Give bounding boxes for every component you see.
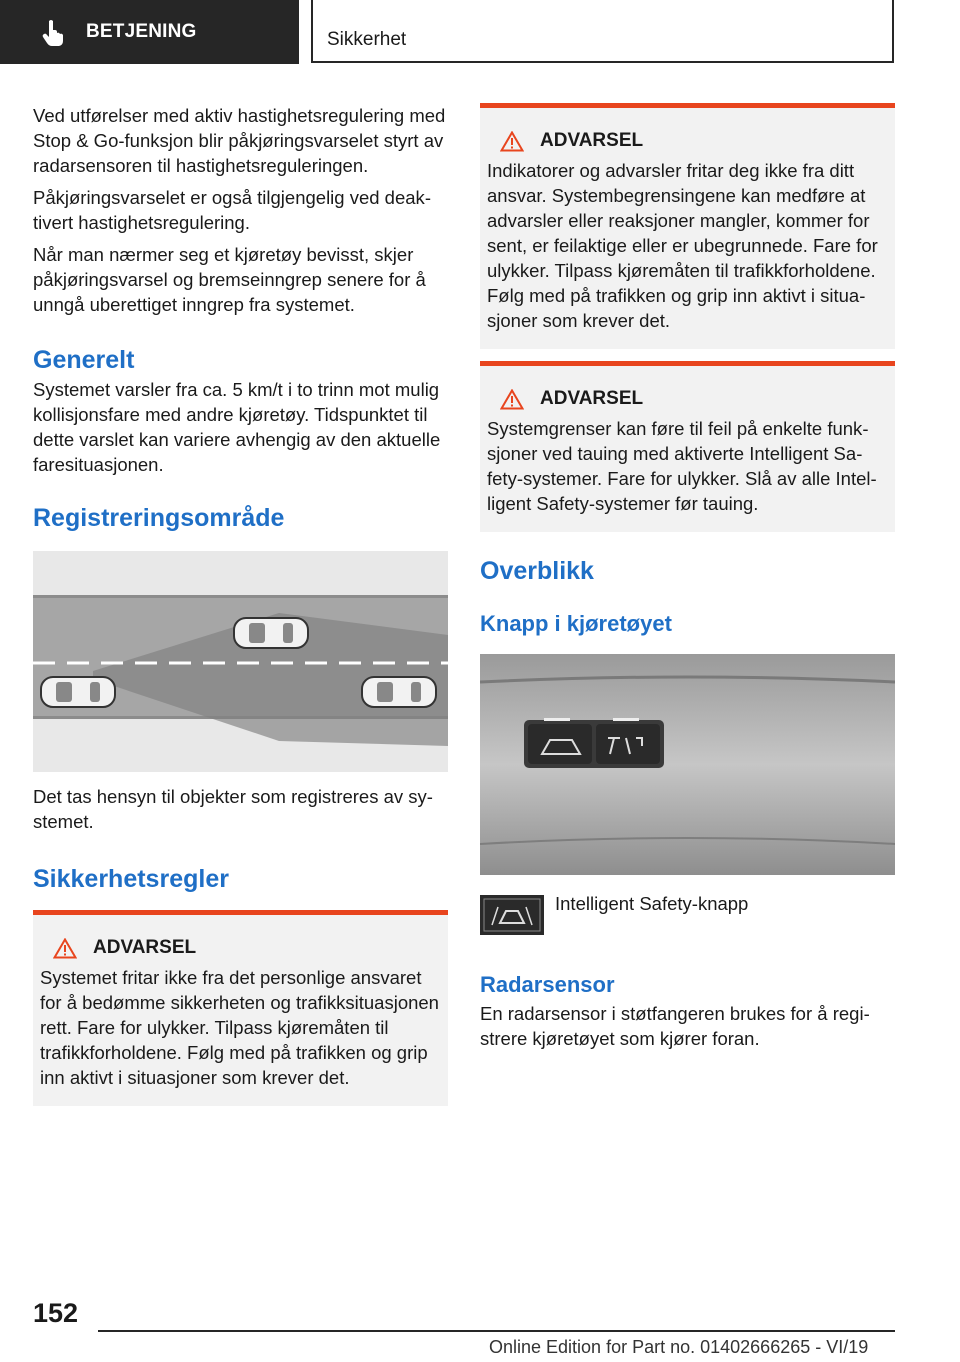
detection-area-illustration xyxy=(33,551,448,772)
page-number: 152 xyxy=(33,1298,79,1328)
intelligent-safety-button-icon xyxy=(480,895,544,935)
warning-text-1: Systemet fritar ikke fra det personlige ansvaret for å bedømme sikkerheten og trafikksituasjonen rett. Fare for ulykker. Tilpass kjøremåten til trafikkforholdene. Følg med på trafikken og grip inn aktivt i situasjoner som krever det. xyxy=(40,967,439,1088)
knapp-heading: Knapp i kjøretøyet xyxy=(480,611,672,636)
sikkerhetsregler-heading: Sikkerhetsregler xyxy=(33,865,229,893)
overblikk-heading: Overblikk xyxy=(480,557,594,585)
registrering-heading: Registreringsområde xyxy=(33,504,285,532)
warning-title-2 xyxy=(500,130,888,152)
car-top-icon xyxy=(234,618,308,648)
footer-rule xyxy=(98,1330,895,1332)
button-photo xyxy=(480,654,895,875)
section-tab xyxy=(0,0,299,64)
left-column xyxy=(33,103,448,1106)
button-panel-drawing xyxy=(480,654,895,875)
warning-label-1: ADVARSEL xyxy=(93,937,197,958)
warning-title-3 xyxy=(500,388,888,410)
warning-title-1 xyxy=(53,937,441,959)
warning-label-3: ADVARSEL xyxy=(540,388,644,409)
warning-text-3: Systemgrenser kan føre til feil på enkelte funksjoner ved tauing med aktiverte Intelligent Safety-systemer. Fare for ulykker. Slå av alle Intelligent Safety-systemer før tauing. xyxy=(487,418,877,514)
generelt-paragraph: Systemet varsler fra ca. 5 km/t i to trinn mot mulig kollisjonsfare med andre kjøretøy. Tidspunktet til dette varslet kan variere avhengig av den aktuelle faresituasjonen. xyxy=(33,379,441,475)
button-caption: Intelligent Safety-knapp xyxy=(555,893,749,914)
right-column xyxy=(480,103,895,1058)
generelt-heading: Generelt xyxy=(33,346,135,374)
warning-box-2 xyxy=(480,103,895,349)
button-legend xyxy=(480,895,895,935)
detection-caption: Det tas hensyn til objekter som registreres av systemet. xyxy=(33,786,433,832)
chapter-label: Sikkerhet xyxy=(327,29,407,50)
hand-pointer-icon xyxy=(40,18,68,46)
intro-paragraph-2: Påkjøringsvarselet er også tilgjengelig ved deaktivert hastighetsregulering. xyxy=(33,187,431,233)
warning-triangle-icon xyxy=(500,389,524,410)
warning-box-1 xyxy=(33,910,448,1106)
warning-text-2: Indikatorer og advarsler fritar deg ikke fra ditt ansvar. Systembegrensingene kan medføre at advarsler eller reaksjoner mangler, kommer for sent, er feilaktige eller er ubegrunnede. Fare for ulykker. Tilpass kjøremåten til trafikkforholdene. Følg med på trafikken og grip inn aktivt i situasjoner som krever det. xyxy=(487,160,878,331)
warning-box-3 xyxy=(480,361,895,532)
footer-edition: Online Edition for Part no. 01402666265 - VI/19 xyxy=(489,1337,869,1357)
warning-triangle-icon xyxy=(500,131,524,152)
radarsensor-heading: Radarsensor xyxy=(480,972,615,997)
car-top-icon xyxy=(41,677,115,707)
radarsensor-paragraph: En radarsensor i støtfangeren brukes for å registrere kjøretøyet som kjører foran. xyxy=(480,1003,870,1049)
section-label: BETJENING xyxy=(86,21,197,42)
warning-triangle-icon xyxy=(53,938,77,959)
car-top-icon xyxy=(362,677,436,707)
chapter-tab xyxy=(311,0,894,63)
detection-area-drawing xyxy=(33,551,448,772)
intro-paragraph-3: Når man nærmer seg et kjøretøy bevisst, skjer påkjøringsvarsel og bremseinngrep senere for å unngå uberettiget inngrep fra systemet. xyxy=(33,244,426,315)
intro-paragraph-1: Ved utførelser med aktiv hastighetsregulering med Stop & Go-funksjon blir påkjøringsvarselet styrt av radarsensoren til hastighetsreguleringen. xyxy=(33,105,446,176)
warning-label-2: ADVARSEL xyxy=(540,130,644,151)
